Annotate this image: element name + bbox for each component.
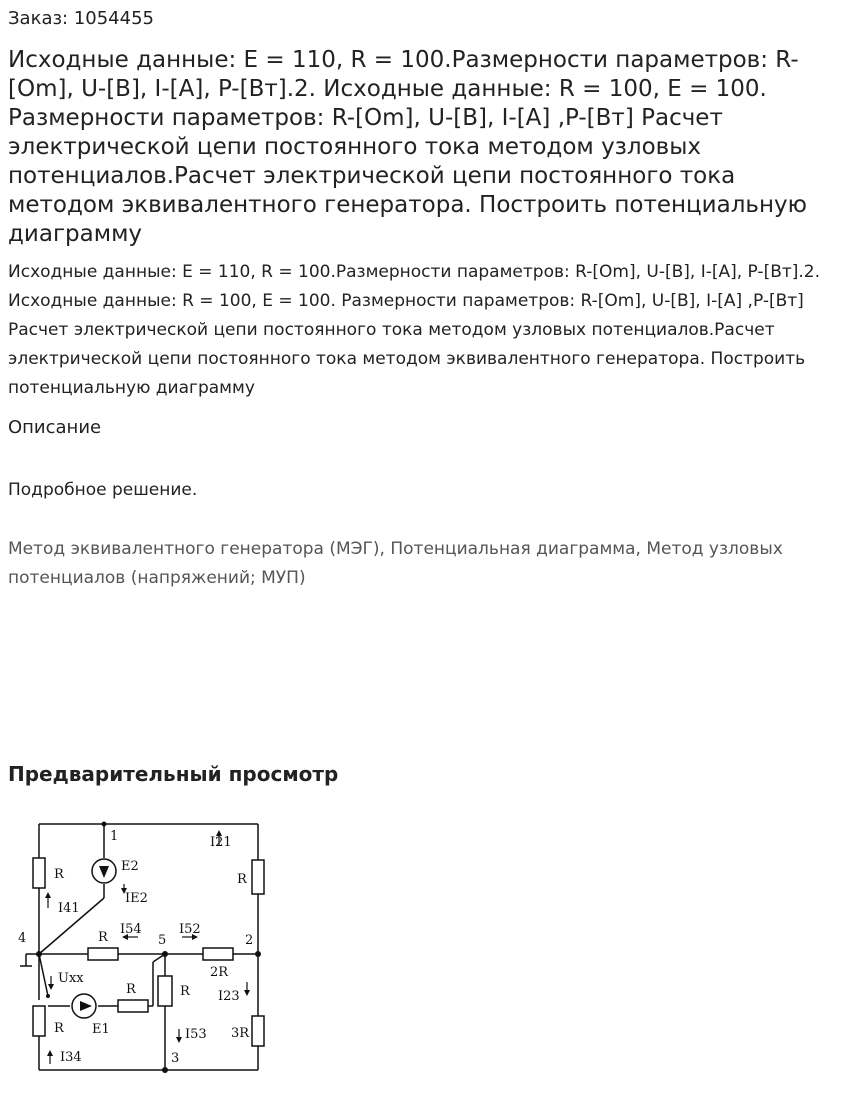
- tag-separator: ,: [635, 539, 647, 559]
- page-title: Исходные данные: E = 110, R = 100.Размерности параметров: R-[Om], U-[B], I-[A], P-[Вт].2. Исходные данные: R = 100, E = 100. Размерности параметров: R-[Om], U-[B], I-[A] ,P-[Вт] Расчет электрической цепи постоянного тока методом узловых потенциалов.Расчет электрической цепи постоянного тока методом эквивалентного генератора. Построить потенциальную диаграмму: [8, 47, 807, 247]
- current-label: I52: [179, 922, 201, 937]
- current-label: I41: [58, 901, 80, 916]
- current-label: I53: [185, 1027, 207, 1042]
- current-label: I21: [210, 835, 232, 850]
- tag-link[interactable]: Потенциальная диаграмма: [390, 539, 636, 559]
- resistor-label: 3R: [231, 1026, 250, 1041]
- current-label: I23: [218, 989, 240, 1004]
- resistor-label: R: [237, 872, 247, 887]
- solution-text: Подробное решение.: [8, 480, 198, 500]
- resistor-label: R: [98, 930, 108, 945]
- current-label: IE2: [125, 891, 148, 906]
- resistor-label: R: [126, 982, 136, 997]
- tag-link[interactable]: Метод эквивалентного генератора (МЭГ): [8, 539, 380, 559]
- resistor-label: R: [180, 984, 190, 999]
- current-label: I34: [60, 1050, 82, 1065]
- tag-list: [8, 535, 808, 593]
- node-label: 3: [171, 1051, 180, 1066]
- resistor-label: R: [54, 1021, 64, 1036]
- circuit-diagram: [8, 812, 278, 1082]
- node-label: 2: [245, 933, 254, 948]
- preview-heading: Предварительный просмотр: [8, 762, 339, 786]
- tag-separator: ,: [379, 539, 391, 559]
- source-label: E2: [121, 859, 139, 874]
- source-label: E1: [92, 1022, 110, 1037]
- order-number: Заказ: 1054455: [8, 8, 154, 29]
- node-label: 4: [18, 931, 27, 946]
- resistor-label: 2R: [210, 965, 229, 980]
- voltage-label: Uxx: [58, 971, 84, 986]
- node-label: 5: [158, 933, 167, 948]
- tag-link[interactable]: Метод узловых потенциалов (напряжений; МУП): [8, 539, 783, 588]
- description-label: Описание: [8, 417, 102, 438]
- resistor-label: R: [54, 867, 64, 882]
- node-label: 1: [110, 829, 119, 844]
- description-text: Исходные данные: E = 110, R = 100.Размерности параметров: R-[Om], U-[B], I-[A], P-[Вт].2. Исходные данные: R = 100, E = 100. Размерности параметров: R-[Om], U-[B], I-[A] ,P-[Вт] Расчет электрической цепи постоянного тока методом узловых потенциалов.Расчет электрической цепи постоянного тока методом эквивалентного генератора. Построить потенциальную диаграмму: [8, 262, 821, 398]
- current-label: I54: [120, 922, 142, 937]
